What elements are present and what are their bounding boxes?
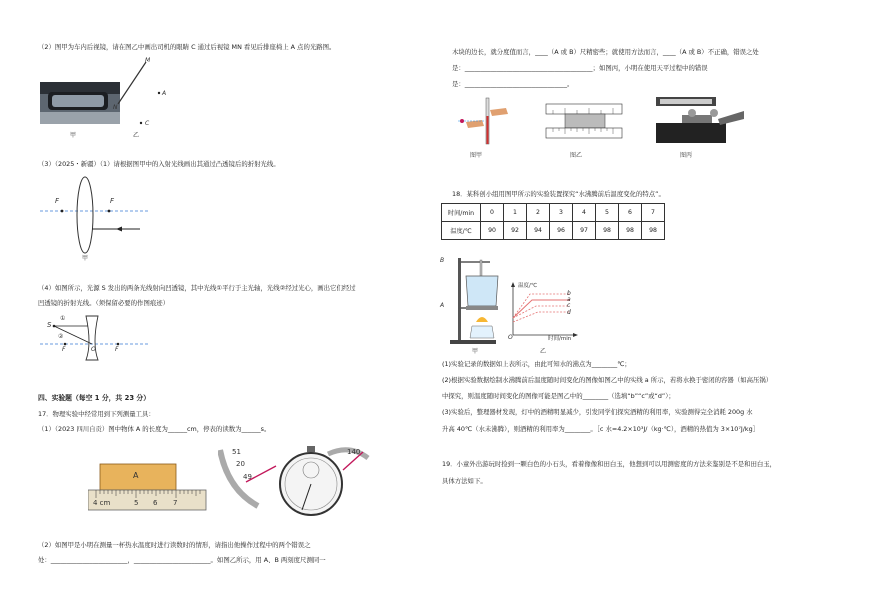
- label-ray-two: ②: [58, 333, 64, 340]
- q18-3-line2: 升高 40℃（水未沸腾），则酒精的利用率为________。［c 水=4.2×10³J/（kg·℃），酒精的热值为 3×10⁷J/kg］: [442, 425, 760, 433]
- convex-lens-diagram: [40, 175, 150, 255]
- temperature-cell: 92: [504, 222, 527, 240]
- ruler-tick-4cm: 4 cm: [93, 499, 111, 507]
- q17-1-text: （1）（2023 四川自贡）图中物体 A 的长度为______cm，停表的读数为______s。: [38, 425, 271, 433]
- q19-line1: 19．小童外出游玩时捡到一颗白色的小石头，看着像像和田白玉，他想到可以用测密度的方法来鉴别是不是和田白玉，: [442, 460, 777, 468]
- q19-line2: 具体方法如下。: [442, 477, 487, 485]
- ruler-tick-7: 7: [173, 499, 178, 507]
- label-F-left: F: [55, 197, 60, 205]
- object-A-label: A: [133, 471, 139, 480]
- fig-caption-yi: 图乙: [570, 152, 583, 159]
- temperature-row-label: 温度/℃: [442, 222, 481, 240]
- graph-origin-label: O: [508, 334, 513, 341]
- label-O: O: [91, 346, 96, 353]
- graph-caption-yi: 乙: [540, 348, 547, 355]
- scale-140: 140: [347, 448, 361, 456]
- boiling-apparatus-figure: [448, 254, 508, 346]
- label-M: M: [145, 57, 151, 64]
- balance-figure: [654, 95, 746, 149]
- temperature-table: [441, 203, 665, 240]
- q18-text: 18．某科创小组用图甲所示的实验装置探究“水沸腾前后温度变化的特点”。: [452, 190, 665, 198]
- ruler-tick-6: 6: [153, 499, 158, 507]
- q2-text: （2）图甲为车内后视镜，请在图乙中画出司机的眼睛 C 通过后视镜 MN 看见后排座椅上 A 点的光路图。: [38, 43, 336, 51]
- time-cell: 0: [481, 204, 504, 222]
- apparatus-label-A: A: [440, 302, 445, 309]
- temperature-cell: 98: [596, 222, 619, 240]
- scale-49: 49: [243, 473, 252, 481]
- concave-lens-diagram: [40, 312, 150, 362]
- apparatus-label-B: B: [440, 257, 445, 264]
- q17-text: 17．物理实验中经常用到下列测量工具：: [38, 410, 155, 418]
- scale-20: 20: [236, 460, 245, 468]
- label-F-right: F: [110, 197, 115, 205]
- time-cell: 2: [527, 204, 550, 222]
- q18-2-line2: 中探究，则温度随时间变化的图像可能是图乙中的________（选填“b”“c”或“d”）；: [442, 392, 675, 400]
- right-line2: 是：________________________________________；如图丙，小明在使用天平过程中的错误: [452, 64, 708, 72]
- temperature-cell: 90: [481, 222, 504, 240]
- q18-2-line1: (2)根据实验数据绘制水沸腾前后温度随时间变化的图像如图乙中的实线 a 所示，若将水换于密闭的容器（如高压锅）: [442, 376, 773, 384]
- curve-c-label: c: [567, 302, 571, 309]
- temperature-cell: 97: [573, 222, 596, 240]
- q18-1-text: (1)实验记录的数据如上表所示，由此可知水的沸点为________℃；: [442, 360, 631, 368]
- q17-2-line1: （2）如图甲是小明在测量一杯热水温度时进行读数时的情形，请指出他操作过程中的两个错误之: [38, 541, 311, 549]
- fig1-caption-yi: 乙: [133, 132, 140, 139]
- time-cell: 3: [550, 204, 573, 222]
- temperature-cell: 98: [619, 222, 642, 240]
- label-F3-left: F: [62, 346, 66, 353]
- label-ray-one: ①: [60, 315, 66, 322]
- label-C: C: [145, 120, 150, 127]
- fig-caption-jia: 图甲: [470, 152, 483, 159]
- section-4-heading: 四、实验题（每空 1 分，共 23 分）: [38, 394, 151, 402]
- time-cell: 7: [642, 204, 665, 222]
- time-cell: 4: [573, 204, 596, 222]
- temperature-cell: 98: [642, 222, 665, 240]
- fig1-caption-jia: 甲: [70, 132, 77, 139]
- car-mirror-photo: [40, 82, 120, 124]
- thermometer-reading-figure: [456, 96, 516, 146]
- label-S: S: [47, 321, 52, 329]
- curve-b-label: b: [567, 290, 571, 297]
- fig2-caption-jia: 甲: [82, 255, 89, 262]
- ruler-tick-5: 5: [134, 499, 139, 507]
- apparatus-caption-jia: 甲: [472, 348, 479, 355]
- q3-text: （3）（2025・新疆）（1）请根据图甲中的入射光线画出其通过凸透镜后的折射光线。: [38, 160, 280, 168]
- time-cell: 5: [596, 204, 619, 222]
- fig-caption-bing: 图丙: [680, 152, 693, 159]
- q18-3-line1: (3)实验后，整理器材发现，灯中的酒精明显减少，引发同学们探究酒精的利用率，实验测得完全消耗 200g 水: [442, 408, 753, 416]
- two-rulers-figure: [545, 98, 625, 148]
- q17-2-line2: 处：________________________，________________________。如图乙所示，用 A、B 两刻度尺测同一: [38, 556, 326, 564]
- curve-d-label: d: [567, 309, 571, 316]
- scale-51: 51: [232, 448, 241, 456]
- temperature-row: [442, 222, 665, 240]
- time-cell: 6: [619, 204, 642, 222]
- temperature-cell: 94: [527, 222, 550, 240]
- right-line1: 木块的边长，就分度值而言，____（A 或 B）尺精密些；就使用方法而言，____（A 或 B）不正确，错误之处: [452, 48, 759, 56]
- time-cell: 1: [504, 204, 527, 222]
- graph-xlabel: 时间/min: [548, 336, 572, 342]
- label-A: A: [162, 90, 167, 97]
- temperature-cell: 96: [550, 222, 573, 240]
- right-line3: 是：________________________________。: [452, 80, 574, 88]
- q4-line1: （4）如图所示，光源 S 发出的两条光线射向凹透镜，其中光线①平行于主光轴，光线②经过光心，画出它们经过: [38, 284, 356, 292]
- q4-line2: 凹透镜的折射光线。（须保留必要的作图痕迹）: [38, 299, 170, 307]
- curve-a-label: a: [567, 296, 571, 303]
- label-N: N: [113, 104, 118, 111]
- graph-ylabel: 温度/℃: [518, 283, 538, 289]
- label-F3-right: F: [115, 346, 119, 353]
- time-row-label: 时间/min: [442, 204, 481, 222]
- time-row: [442, 204, 665, 222]
